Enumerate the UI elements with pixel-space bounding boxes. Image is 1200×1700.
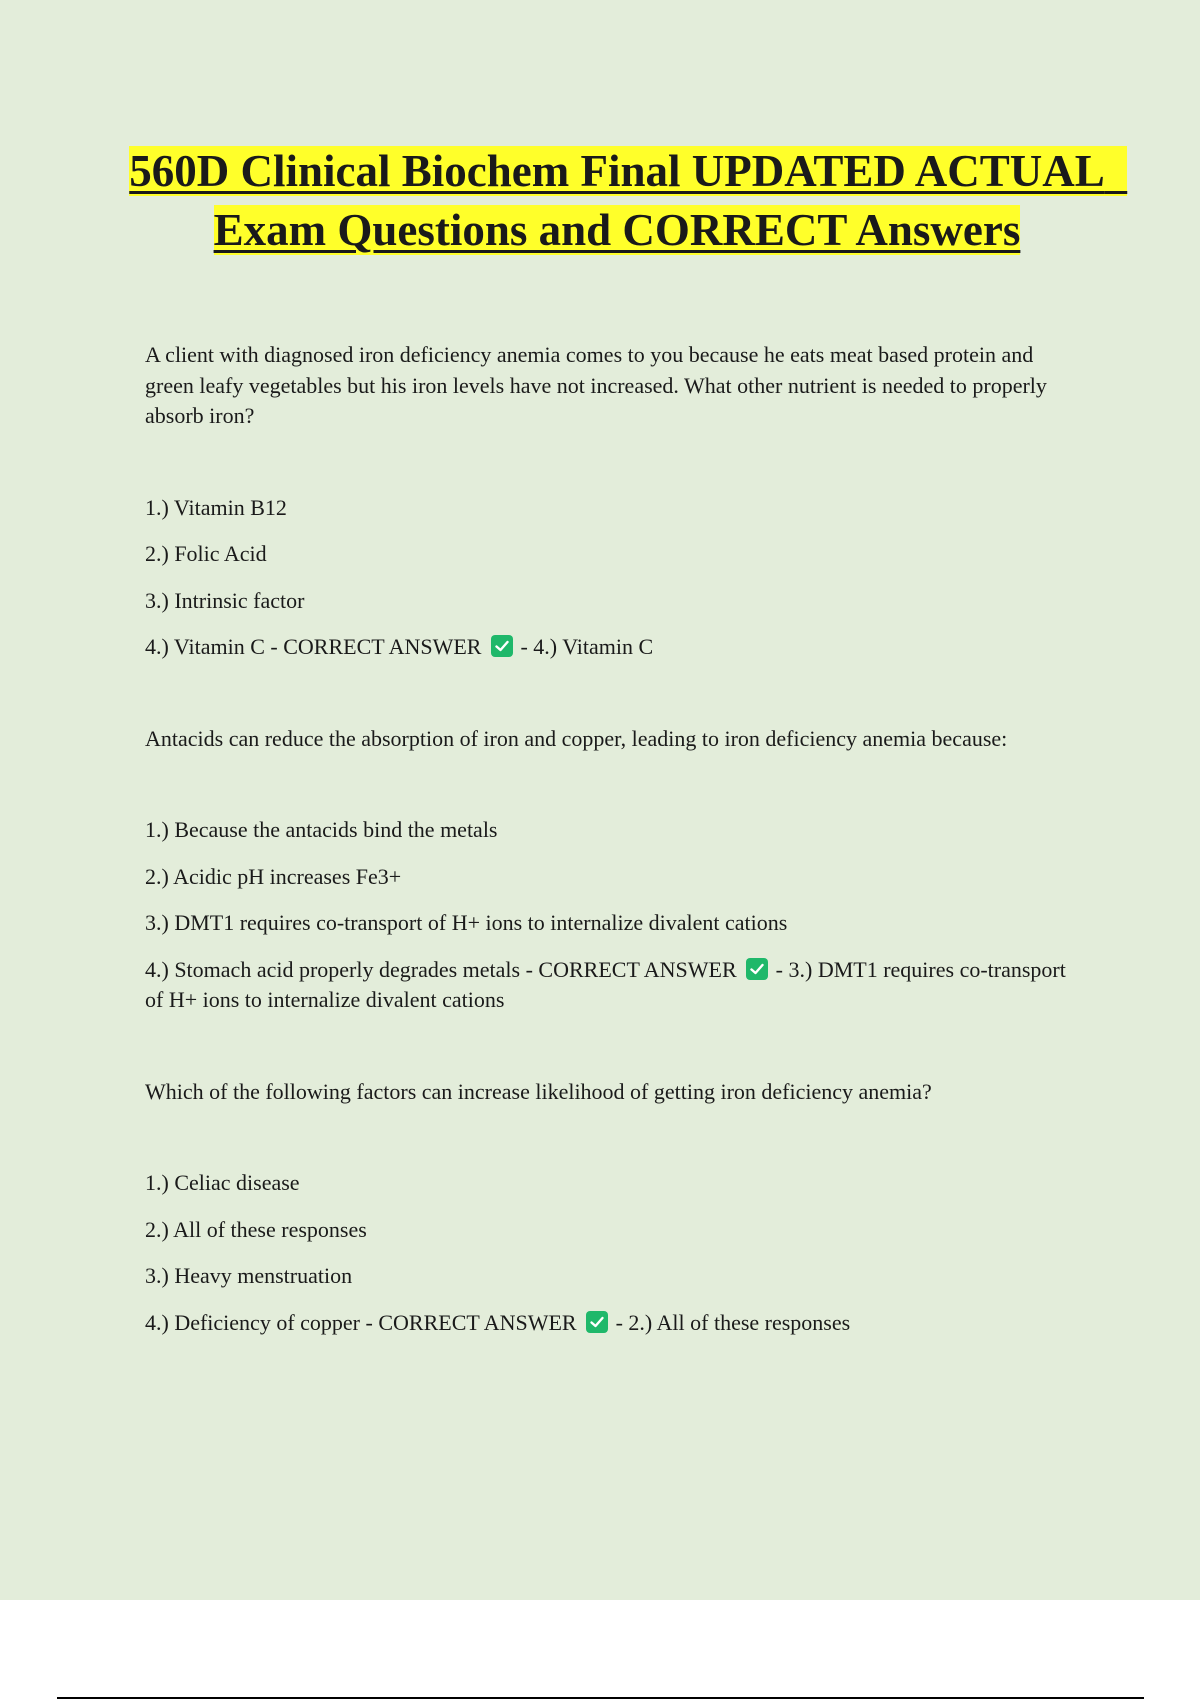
answer-marker: - CORRECT ANSWER <box>525 956 737 982</box>
option-item: 2.) Acidic pH increases Fe3+ <box>145 863 402 889</box>
document-title <box>120 142 1128 260</box>
option-item: 3.) Heavy menstruation <box>145 1263 353 1288</box>
options-list <box>145 1168 1085 1338</box>
question-block-3 <box>145 1077 1085 1339</box>
option-item-with-answer <box>145 1308 1085 1339</box>
question-text: Antacids can reduce the absorption of iron and copper, leading to iron deficiency anemia because: <box>145 725 1008 751</box>
question-block-1 <box>145 340 1085 663</box>
question-block-2 <box>145 724 1085 1016</box>
options-list <box>145 815 1085 1016</box>
check-box-icon <box>586 1311 608 1333</box>
option-item-with-answer <box>145 632 1085 663</box>
check-box-icon <box>491 635 513 657</box>
option-text: 4.) Deficiency of copper <box>145 1309 361 1335</box>
question-text: Which of the following factors can increase likelihood of getting iron deficiency anemia? <box>145 1078 932 1104</box>
option-item: 3.) DMT1 requires co-transport of H+ ions to internalize divalent cations <box>145 910 788 935</box>
option-item: 3.) Intrinsic factor <box>145 587 305 613</box>
footer-divider <box>57 1697 1144 1699</box>
option-item: 2.) All of these responses <box>145 1216 367 1242</box>
check-box-icon <box>746 958 768 980</box>
option-text: 4.) Stomach acid properly degrades metals <box>145 956 521 982</box>
option-item: 2.) Folic Acid <box>145 541 267 566</box>
option-item: 1.) Because the antacids bind the metals <box>145 817 498 842</box>
option-text: 4.) Vitamin C <box>145 634 265 659</box>
options-list <box>145 493 1085 663</box>
answer-marker: - CORRECT ANSWER <box>365 1309 577 1335</box>
title-highlight: 560D Clinical Biochem Final UPDATED ACTUAL Exam Questions and CORRECT Answers <box>129 146 1128 255</box>
option-item: 1.) Vitamin B12 <box>145 494 287 520</box>
correct-answer-text: - 2.) All of these responses <box>615 1309 851 1335</box>
answer-marker: - CORRECT ANSWER <box>270 634 482 659</box>
correct-answer-text: - 4.) Vitamin C <box>520 634 654 659</box>
question-text: A client with diagnosed iron deficiency anemia comes to you because he eats meat based protein and green leafy vegetables but his iron levels have not increased. What other nutrient is needed to properly absorb iron? <box>145 342 1047 428</box>
document-content <box>145 340 1085 1399</box>
option-item-with-answer <box>145 955 1085 1016</box>
correct-answer-text: - 3.) DMT1 requires co-transport of H+ ions to internalize divalent cations <box>145 956 1066 1012</box>
option-item: 1.) Celiac disease <box>145 1170 300 1195</box>
